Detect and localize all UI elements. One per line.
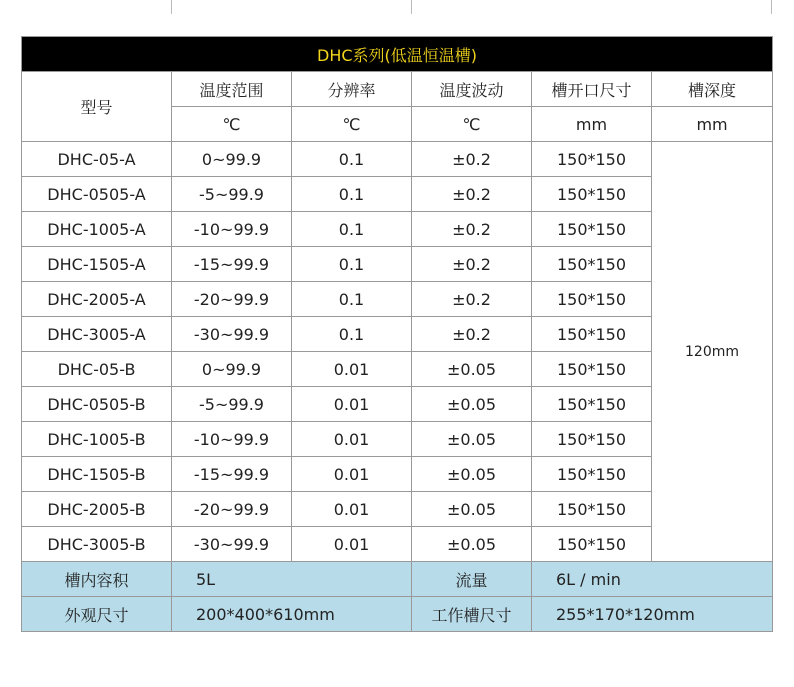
work-size-label: 工作槽尺寸: [412, 597, 532, 632]
model-cell: DHC-1505-A: [22, 247, 172, 282]
model-cell: DHC-0505-A: [22, 177, 172, 212]
fluctuation-cell: ±0.2: [412, 247, 532, 282]
temp-range-cell: -15~99.9: [172, 457, 292, 492]
opening-cell: 150*150: [532, 387, 652, 422]
opening-cell: 150*150: [532, 177, 652, 212]
fluctuation-cell: ±0.05: [412, 387, 532, 422]
opening-cell: 150*150: [532, 142, 652, 177]
temp-range-cell: -30~99.9: [172, 527, 292, 562]
resolution-cell: 0.01: [292, 492, 412, 527]
fluctuation-cell: ±0.2: [412, 142, 532, 177]
depth-value: 120mm: [652, 142, 773, 562]
resolution-cell: 0.1: [292, 282, 412, 317]
header-temp-range: 温度范围: [172, 72, 292, 107]
temp-range-cell: -30~99.9: [172, 317, 292, 352]
model-cell: DHC-05-B: [22, 352, 172, 387]
capacity-label: 槽内容积: [22, 562, 172, 597]
model-cell: DHC-1505-B: [22, 457, 172, 492]
model-cell: DHC-1005-A: [22, 212, 172, 247]
temp-range-cell: -20~99.9: [172, 282, 292, 317]
resolution-cell: 0.1: [292, 317, 412, 352]
info-row-capacity: [22, 562, 773, 597]
opening-cell: 150*150: [532, 352, 652, 387]
outer-size-value: 200*400*610mm: [172, 597, 412, 632]
unit-depth: mm: [652, 107, 773, 142]
model-cell: DHC-3005-A: [22, 317, 172, 352]
capacity-value: 5L: [172, 562, 412, 597]
fluctuation-cell: ±0.05: [412, 492, 532, 527]
opening-cell: 150*150: [532, 212, 652, 247]
model-cell: DHC-3005-B: [22, 527, 172, 562]
top-divider: [411, 0, 412, 14]
temp-range-cell: 0~99.9: [172, 352, 292, 387]
top-divider: [771, 0, 772, 14]
outer-size-label: 外观尺寸: [22, 597, 172, 632]
fluctuation-cell: ±0.2: [412, 177, 532, 212]
opening-cell: 150*150: [532, 527, 652, 562]
temp-range-cell: -10~99.9: [172, 422, 292, 457]
fluctuation-cell: ±0.05: [412, 527, 532, 562]
fluctuation-cell: ±0.05: [412, 457, 532, 492]
resolution-cell: 0.01: [292, 352, 412, 387]
table-row: [22, 142, 773, 177]
header-resolution: 分辨率: [292, 72, 412, 107]
unit-resolution: ℃: [292, 107, 412, 142]
table-title: DHC系列(低温恒温槽): [22, 37, 773, 72]
top-divider: [171, 0, 172, 14]
temp-range-cell: -10~99.9: [172, 212, 292, 247]
resolution-cell: 0.1: [292, 212, 412, 247]
temp-range-cell: -5~99.9: [172, 387, 292, 422]
opening-cell: 150*150: [532, 457, 652, 492]
info-row-dimensions: [22, 597, 773, 632]
resolution-cell: 0.1: [292, 142, 412, 177]
top-strip: [0, 0, 794, 14]
opening-cell: 150*150: [532, 422, 652, 457]
model-cell: DHC-2005-B: [22, 492, 172, 527]
fluctuation-cell: ±0.2: [412, 282, 532, 317]
header-depth: 槽深度: [652, 72, 773, 107]
opening-cell: 150*150: [532, 282, 652, 317]
temp-range-cell: 0~99.9: [172, 142, 292, 177]
header-row: [22, 72, 773, 107]
header-fluctuation: 温度波动: [412, 72, 532, 107]
temp-range-cell: -20~99.9: [172, 492, 292, 527]
resolution-cell: 0.01: [292, 422, 412, 457]
resolution-cell: 0.1: [292, 177, 412, 212]
work-size-value: 255*170*120mm: [532, 597, 773, 632]
resolution-cell: 0.01: [292, 527, 412, 562]
spec-table: [21, 36, 773, 632]
header-opening: 槽开口尺寸: [532, 72, 652, 107]
fluctuation-cell: ±0.05: [412, 352, 532, 387]
header-model: 型号: [22, 72, 172, 142]
resolution-cell: 0.01: [292, 387, 412, 422]
temp-range-cell: -5~99.9: [172, 177, 292, 212]
resolution-cell: 0.1: [292, 247, 412, 282]
unit-temp-range: ℃: [172, 107, 292, 142]
opening-cell: 150*150: [532, 317, 652, 352]
unit-opening: mm: [532, 107, 652, 142]
fluctuation-cell: ±0.2: [412, 317, 532, 352]
temp-range-cell: -15~99.9: [172, 247, 292, 282]
unit-fluctuation: ℃: [412, 107, 532, 142]
model-cell: DHC-0505-B: [22, 387, 172, 422]
fluctuation-cell: ±0.2: [412, 212, 532, 247]
model-cell: DHC-1005-B: [22, 422, 172, 457]
model-cell: DHC-05-A: [22, 142, 172, 177]
resolution-cell: 0.01: [292, 457, 412, 492]
opening-cell: 150*150: [532, 492, 652, 527]
opening-cell: 150*150: [532, 247, 652, 282]
flow-label: 流量: [412, 562, 532, 597]
flow-value: 6L / min: [532, 562, 773, 597]
fluctuation-cell: ±0.05: [412, 422, 532, 457]
title-row: [22, 37, 773, 72]
model-rows: [22, 142, 773, 562]
model-cell: DHC-2005-A: [22, 282, 172, 317]
